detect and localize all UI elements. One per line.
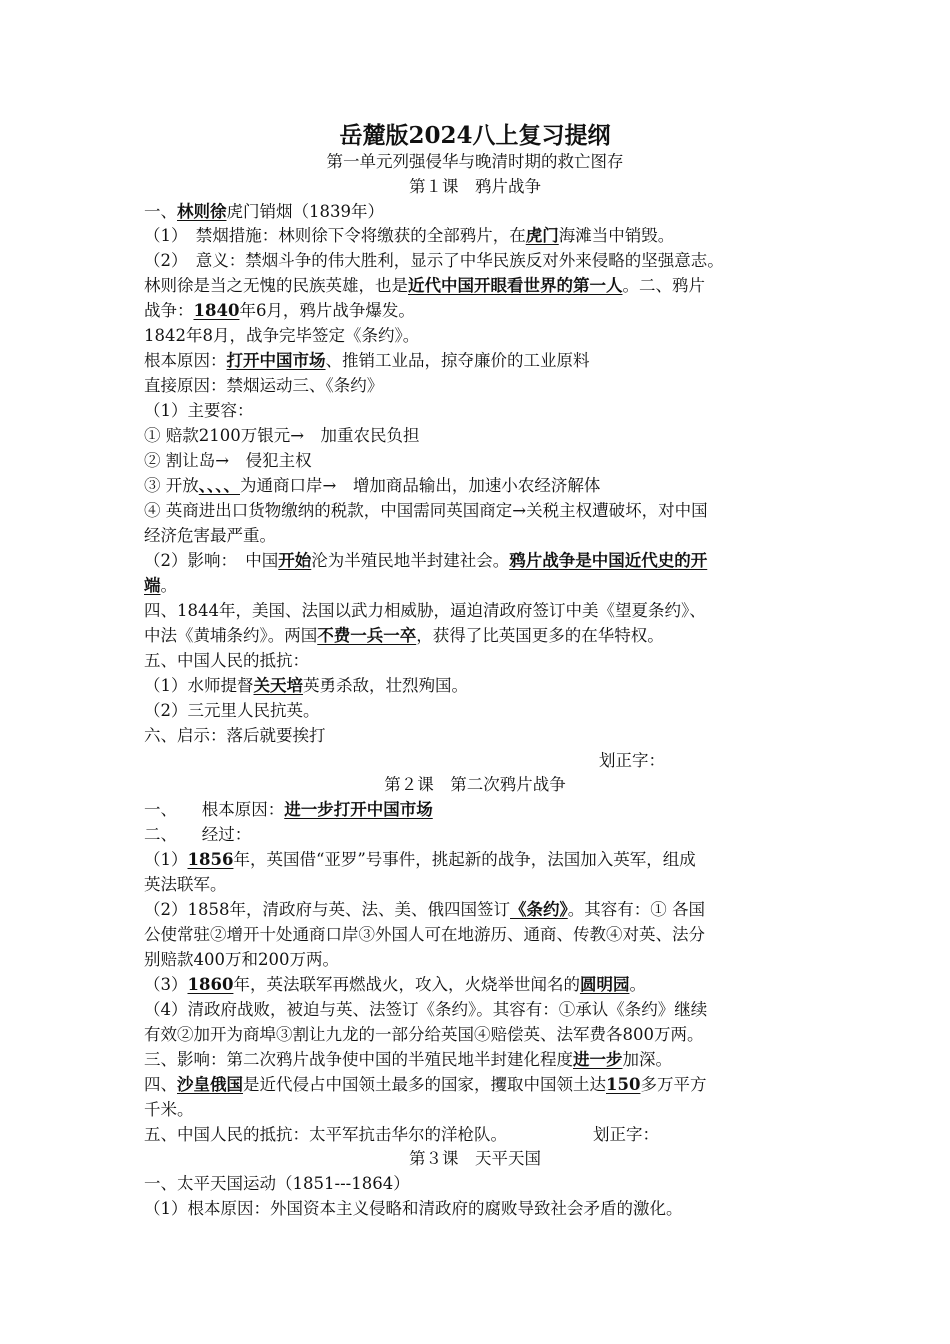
lesson1-line [144,299,824,323]
lesson2-heading: 第２课 第二次鸦片战争 [384,775,566,794]
text: ③ 开放 [144,476,199,495]
text: （3） [144,975,188,994]
lesson1-line: ④ 英商进出口货物缴纳的税款，中国需同英国商定→关税主权遭破坏，对中国 [144,501,708,520]
lesson2-line [144,1073,824,1097]
keyword: 1856 [187,850,234,869]
text: 英勇杀敌，壮烈殉国。 [303,676,468,695]
lesson2-line [144,798,824,822]
text: ，获得了比英国更多的在华特权。 [416,626,664,645]
text: 。其容有：① 各国 [567,900,705,919]
lesson1-line [144,274,824,298]
correction-note: 划正字： [593,1125,659,1144]
unit-title: 第一单元列强侵华与晚清时期的救亡图存 [326,152,624,171]
keyword: 不费一兵一卒 [317,626,417,645]
lesson1-heading: 第１课 鸦片战争 [409,177,541,196]
lesson2-line: 五、中国人民的抵抗：太平军抗击华尔的洋枪队。 [144,1125,507,1144]
keyword: 沙皇俄国 [177,1075,243,1094]
text: （2）影响： 中国 [144,551,279,570]
text: 加深。 [622,1050,672,1069]
keyword: 鸦片战争是中国近代史的开 [509,551,708,570]
text: （1） [144,850,188,869]
keyword: 开始 [278,551,312,570]
keyword: 1840 [193,301,240,320]
lesson1-line [144,674,824,698]
text: 四、 [144,1075,177,1094]
text: 虎门销烟（1839年） [226,202,384,221]
lesson2-line: 千米。 [144,1100,194,1119]
lesson2-line: 公使常驻②增开十处通商口岸③外国人可在地游历、通商、传教④对英、法分 [144,925,705,944]
lesson1-line [144,574,824,598]
lesson1-line: 六、启示：落后就要挨打 [144,726,326,745]
lesson2-line [144,973,824,997]
lesson2-line [144,1048,824,1072]
lesson2-line: 有效②加开为商埠③割让九龙的一部分给英国④赔偿英、法军费各800万两。 [144,1025,704,1044]
lesson1-line [144,349,824,373]
text: 海滩当中销毁。 [558,226,675,245]
text: 中法《黄埔条约》。两国 [144,626,318,645]
text: 、推销工业品，掠夺廉价的工业原料 [325,351,590,370]
text: 一、 根本原因： [144,800,285,819]
lesson1-line: 五、中国人民的抵抗： [144,651,309,670]
text: 。二、鸦片 [622,276,705,295]
text: 。 [629,975,646,994]
text: 林则徐是当之无愧的民族英雄，也是 [144,276,408,295]
lesson1-line: （2）三元里人民抗英。 [144,701,320,720]
text: 年，英国借“亚罗”号事件，挑起新的战争，法国加入英军，组成 [233,850,696,869]
keyword: 《条约》 [510,900,568,919]
keyword: 进一步打开中国市场 [284,800,433,819]
text: 多万平方 [640,1075,707,1094]
keyword: 进一步 [573,1050,623,1069]
text: 是近代侵占中国领土最多的国家，攫取中国领土达 [243,1075,606,1094]
document-title: 岳麓版2024八上复习提纲 [339,122,611,149]
lesson1-line [144,474,824,498]
lesson1-line [144,224,824,248]
keyword: 近代中国开眼看世界的第一人 [408,276,623,295]
lesson2-line: 二、 经过： [144,825,252,844]
text: （1） 禁烟措施：林则徐下令将缴获的全部鸦片，在 [144,226,526,245]
text: 根本原因： [144,351,227,370]
lesson3-line: 一、太平天国运动（1851---1864） [144,1174,410,1193]
lesson1-line [144,624,824,648]
keyword: 打开中国市场 [226,351,326,370]
lesson2-line [144,898,824,922]
lesson1-line: 四、1844年，美国、法国以武力相威胁，逼迫清政府签订中美《望夏条约》、 [144,601,706,620]
lesson1-line: ① 赔款2100万银元→ 加重农民负担 [144,426,420,445]
text: 战争： [144,301,194,320]
text: 。 [160,576,177,595]
lesson1-line: ② 割让岛→ 侵犯主权 [144,451,312,470]
correction-note: 划正字： [599,751,665,770]
lesson1-line [144,549,824,573]
text: 年，英法联军再燃战火，攻入，火烧举世闻名的 [233,975,580,994]
lesson1-line [144,200,824,224]
text: 一、 [144,202,177,221]
text: 沦为半殖民地半封建社会。 [311,551,510,570]
lesson1-line: 经济危害最严重。 [144,526,276,545]
text: 年6月，鸦片战争爆发。 [239,301,415,320]
lesson1-line: （2） 意义：禁烟斗争的伟大胜利，显示了中华民族反对外来侵略的坚强意志。 [144,251,724,270]
keyword: 150 [606,1075,641,1094]
text: 为通商口岸→ 增加商品输出，加速小农经济解体 [240,476,601,495]
keyword: 虎门 [525,226,559,245]
text: （1）水师提督 [144,676,254,695]
lesson2-line: （4）清政府战败，被迫与英、法签订《条约》。其容有：①承认《条约》继续 [144,1000,708,1019]
keyword: 关天培 [253,676,303,695]
lesson1-line: 直接原因：禁烟运动三、《条约》 [144,376,384,395]
lesson3-line: （1）根本原因：外国资本主义侵略和清政府的腐败导致社会矛盾的激化。 [144,1199,683,1218]
keyword: 圆明园 [579,975,630,994]
text: （2）1858年，清政府与英、法、美、俄四国签订 [144,900,510,919]
lesson2-line: 别赔款400万和200万两。 [144,950,339,969]
lesson3-heading: 第３课 天平天国 [409,1149,541,1168]
keyword: 、、、、 [198,476,240,495]
lesson2-line [144,848,824,872]
lesson2-line: 英法联军。 [144,875,227,894]
keyword: 端 [144,576,161,595]
lesson1-line: （1）主要容： [144,401,254,420]
keyword: 林则徐 [177,202,227,221]
keyword: 1860 [187,975,234,994]
text: 三、影响：第二次鸦片战争使中国的半殖民地半封建化程度 [144,1050,573,1069]
lesson1-line: 1842年8月，战争完毕签定《条约》。 [144,326,420,345]
